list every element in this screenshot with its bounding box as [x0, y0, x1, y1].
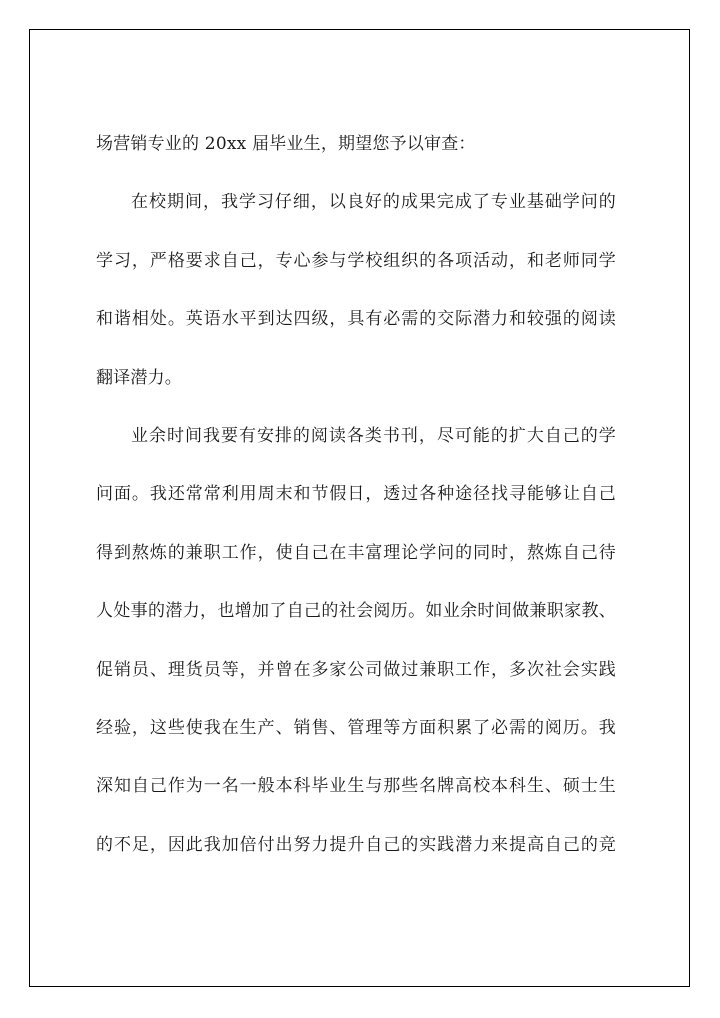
text-line: 在校期间，我学习仔细，以良好的成果完成了专业基础学问的	[131, 192, 616, 213]
text-line: 人处事的潜力，也增加了自己的社会阅历。如业余时间做兼职家教、	[96, 601, 616, 622]
text-line: 学习，严格要求自己，专心参与学校组织的各项活动，和老师同学	[96, 250, 616, 271]
text-line: 问面。我还常常利用周末和节假日，透过各种途径找寻能够让自己	[96, 484, 616, 505]
document-body	[96, 120, 616, 879]
text-line: 得到熬炼的兼职工作，使自己在丰富理论学问的同时，熬炼自己待	[96, 542, 616, 563]
text-line: 深知自己作为一名一般本科毕业生与那些名牌高校本科生、硕士生	[96, 776, 616, 797]
text-line: 业余时间我要有安排的阅读各类书刊，尽可能的扩大自己的学	[131, 425, 616, 446]
text-line: 翻译潜力。	[96, 367, 182, 388]
text-line: 场营销专业的 20xx 届毕业生，期望您予以审查：	[96, 134, 476, 154]
text-line: 经验，这些使我在生产、销售、管理等方面积累了必需的阅历。我	[96, 717, 616, 738]
text-line: 和谐相处。英语水平到达四级，具有必需的交际潜力和较强的阅读	[96, 309, 616, 330]
text-line: 促销员、理货员等，并曾在多家公司做过兼职工作，多次社会实践	[96, 659, 616, 680]
text-line: 的不足，因此我加倍付出努力提升自己的实践潜力来提高自己的竞	[96, 834, 616, 855]
